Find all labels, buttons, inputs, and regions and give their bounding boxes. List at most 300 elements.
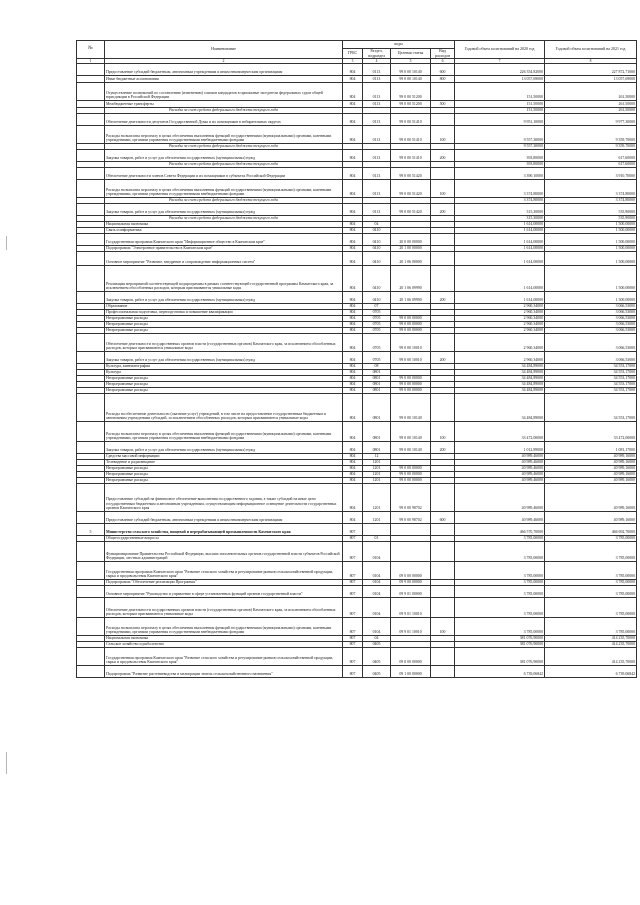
section-code: 0801 — [363, 442, 391, 454]
amount-2020: 34 484,89000 — [455, 376, 545, 382]
grbs-code: 804 — [343, 352, 363, 364]
header-tselevaya: Целевая статья — [391, 49, 431, 59]
grbs-code: 807 — [343, 562, 363, 580]
expense-type-code: 100 — [431, 422, 455, 442]
amount-2020: 34 484,89000 — [455, 370, 545, 376]
item-name: Основное мероприятие "Развитие, внедрение и сопровождение информационных систем" — [105, 252, 343, 266]
amount-2021: 261,50000 — [545, 83, 637, 101]
section-code: 0113 — [363, 150, 391, 162]
amount-2021: 9 359,70000 — [545, 126, 637, 144]
table-row — [77, 524, 637, 536]
row-number — [77, 484, 105, 512]
item-name: Иные бюджетные ассигнования — [105, 76, 343, 83]
amount-2020: 3 785,00000 — [455, 586, 545, 598]
amount-2020: 151,50000 — [455, 83, 545, 101]
section-code: 0705 — [363, 316, 391, 322]
table-row — [77, 252, 637, 266]
table-row — [77, 394, 637, 422]
amount-2020: 1 614,00000 — [455, 222, 545, 228]
grbs-code: 804 — [343, 310, 363, 316]
section-code: 0113 — [363, 180, 391, 198]
amount-2021: 3 066,53000 — [545, 310, 637, 316]
row-number — [77, 64, 105, 76]
grbs-code: 804 — [343, 376, 363, 382]
amount-2020: 13 057,69000 — [455, 76, 545, 83]
row-number — [77, 150, 105, 162]
section-code: 0113 — [363, 168, 391, 180]
amount-2021: 3 066,53000 — [545, 322, 637, 328]
amount-2020: 393,80000 — [455, 162, 545, 168]
grbs-code: 804 — [343, 478, 363, 484]
column-index: 2 — [105, 59, 343, 64]
target-article-code: 09 9 01 10010 — [391, 598, 431, 618]
amount-2021: 6 739,06842 — [545, 666, 637, 678]
item-name: Непрограммные расходы — [105, 472, 343, 478]
grbs-code: 804 — [343, 204, 363, 216]
section-code: 0104 — [363, 542, 391, 562]
section-code: 0801 — [363, 376, 391, 382]
target-article-code: 99 0 00 98702 — [391, 512, 431, 524]
amount-2021: 3 066,53000 — [545, 316, 637, 322]
amount-2021: 3 066,53000 — [545, 334, 637, 352]
item-name: Закупка товаров, работ и услуг для обеспечения государственных (муниципальных) нужд — [105, 292, 343, 304]
amount-2021: 9 977,30000 — [545, 114, 637, 126]
table-row — [77, 618, 637, 636]
amount-2020: 3 785,00000 — [455, 562, 545, 580]
table-row — [77, 101, 637, 108]
grbs-code: 807 — [343, 666, 363, 678]
item-name: Расходы на выплаты персоналу в целях обеспечения выполнения функций государственными (муниципальными) органами, казенными учреждениями, органами управления государственными внебюджетными фондами — [105, 618, 343, 636]
target-article-code: 20 1 06 09990 — [391, 266, 431, 292]
amount-2020: 40 989,46000 — [455, 466, 545, 472]
item-name: Закупка товаров, работ и услуг для обеспечения государственных (муниципальных) нужд — [105, 150, 343, 162]
grbs-code: 804 — [343, 422, 363, 442]
target-article-code: 99 0 00 00000 — [391, 382, 431, 388]
item-name: Непрограммные расходы — [105, 376, 343, 382]
section-code: 0801 — [363, 388, 391, 394]
amount-2021: 466 692,70000 — [545, 524, 637, 536]
target-article-code: 99 0 00 00000 — [391, 472, 431, 478]
item-name: Телевидение и радиовещание — [105, 460, 343, 466]
table-row — [77, 168, 637, 180]
table-row — [77, 204, 637, 216]
amount-2020: 2 960,34000 — [455, 328, 545, 334]
section-code: 0410 — [363, 252, 391, 266]
amount-2021: 261,50000 — [545, 101, 637, 108]
section-code: 01 — [363, 536, 391, 542]
expense-type-code — [431, 334, 455, 352]
expense-type-code: 600 — [431, 64, 455, 76]
item-name: Непрограммные расходы — [105, 322, 343, 328]
grbs-code: 804 — [343, 64, 363, 76]
grbs-code: 807 — [343, 648, 363, 666]
expense-type-code — [431, 234, 455, 246]
amount-2021: 1 500,00000 — [545, 252, 637, 266]
item-name: Обеспечение деятельности государственных органов власти (государственных органов) Камчатского края, за исключением обособленных расходов, которым присваиваются уникальные коды — [105, 334, 343, 352]
section-code: 04 — [363, 222, 391, 228]
section-code: 0113 — [363, 114, 391, 126]
amount-2020: 226 354,82000 — [455, 64, 545, 76]
target-article-code: 99 0 00 51420 — [391, 204, 431, 216]
row-number — [77, 204, 105, 216]
section-code: 1201 — [363, 512, 391, 524]
item-name: Обеспечение деятельности депутатов Государственной Думы и их помощников в избирательных округах — [105, 114, 343, 126]
row-number — [77, 126, 105, 144]
grbs-code: 804 — [343, 328, 363, 334]
item-name: Культура — [105, 370, 343, 376]
item-name: Подпрограмма "Обеспечение реализации Программы" — [105, 580, 343, 586]
expense-type-code — [431, 484, 455, 512]
grbs-code: 804 — [343, 101, 363, 108]
grbs-code: 804 — [343, 316, 363, 322]
section-code: 0113 — [363, 64, 391, 76]
item-name: Предоставление субсидий на финансовое обеспечение выполнения государственного задания, а также субсидий на иные цели государственным бюджетным и автономным учреждениям, осуществляющим информационное освещение деятельности государственных органов Камчатского края — [105, 484, 343, 512]
grbs-code: 804 — [343, 228, 363, 234]
item-name: Предоставление субсидий бюджетным, автономным учреждениям и иным некоммерческим организациям — [105, 64, 343, 76]
amount-2021: 414 235,70000 — [545, 648, 637, 666]
expense-type-code: 600 — [431, 512, 455, 524]
grbs-code: 804 — [343, 394, 363, 422]
amount-2021: 1 500,00000 — [545, 228, 637, 234]
item-name: Культура, кинематография — [105, 364, 343, 370]
table-row — [77, 150, 637, 162]
row-number — [77, 394, 105, 422]
budget-table-body — [77, 41, 637, 678]
grbs-code: 804 — [343, 460, 363, 466]
expense-type-code: 200 — [431, 292, 455, 304]
amount-2021: 3 066,53000 — [545, 328, 637, 334]
table-row — [77, 422, 637, 442]
section-code — [363, 524, 391, 536]
budget-table — [76, 40, 637, 678]
amount-2021: 3 785,00000 — [545, 542, 637, 562]
target-article-code: 09 0 00 00000 — [391, 562, 431, 580]
amount-2021: 227 872,71000 — [545, 64, 637, 76]
grbs-code: 807 — [343, 642, 363, 648]
amount-2020: 1 012,89000 — [455, 442, 545, 454]
amount-2021: 13 057,69000 — [545, 76, 637, 83]
row-number — [77, 618, 105, 636]
amount-2020: 2 960,34000 — [455, 304, 545, 310]
table-row — [77, 126, 637, 144]
amount-2021: 34 553,17000 — [545, 370, 637, 376]
section-code: 0113 — [363, 126, 391, 144]
item-name: Образование — [105, 304, 343, 310]
column-index: 7 — [455, 59, 545, 64]
amount-2021: 40 989,16000 — [545, 466, 637, 472]
amount-2020: 1 614,00000 — [455, 234, 545, 246]
item-name: Национальная экономика — [105, 222, 343, 228]
item-name: Профессиональная подготовка, переподготовка и повышение квалификации — [105, 310, 343, 316]
target-article-code: 99 0 00 00000 — [391, 376, 431, 382]
expense-type-code: 100 — [431, 180, 455, 198]
amount-2020: 3 390,10000 — [455, 168, 545, 180]
item-name: Обеспечение деятельности государственных органов власти (государственных органов) Камчатского края, за исключением обособленных расходов, которым присваиваются уникальные коды — [105, 598, 343, 618]
amount-2021: 1 500,00000 — [545, 266, 637, 292]
amount-2021: 535,90000 — [545, 216, 637, 222]
amount-2021: 3 785,00000 — [545, 580, 637, 586]
amount-2020: 9 557,30000 — [455, 126, 545, 144]
amount-2020: 2 960,34000 — [455, 352, 545, 364]
section-code: 0705 — [363, 322, 391, 328]
amount-2020: 1 614,00000 — [455, 246, 545, 252]
grbs-code: 804 — [343, 150, 363, 162]
expense-type-code — [431, 394, 455, 422]
row-number — [77, 666, 105, 678]
expense-type-code — [431, 114, 455, 126]
expense-type-code — [431, 168, 455, 180]
grbs-code: 804 — [343, 364, 363, 370]
amount-2021: 40 989,16000 — [545, 512, 637, 524]
table-row — [77, 542, 637, 562]
row-number — [77, 252, 105, 266]
amount-2020: 3 374,80000 — [455, 180, 545, 198]
item-name: Расходы за счет средств федерального бюджета текущего года — [105, 198, 343, 204]
amount-2020: 40 989,46000 — [455, 454, 545, 460]
table-row — [77, 598, 637, 618]
item-name: Подпрограмма "Развитие растениеводства и мелиорации земель сельскохозяйственного назначения" — [105, 666, 343, 678]
section-code: 0801 — [363, 370, 391, 376]
item-name: Закупка товаров, работ и услуг для обеспечения государственных (муниципальных) нужд — [105, 204, 343, 216]
table-row — [77, 180, 637, 198]
target-article-code: 99 0 00 51200 — [391, 101, 431, 108]
grbs-code: 807 — [343, 586, 363, 598]
item-name: Непрограммные расходы — [105, 316, 343, 322]
amount-2020: 40 989,46000 — [455, 472, 545, 478]
expense-type-code: 200 — [431, 352, 455, 364]
row-number — [77, 512, 105, 524]
target-article-code: 09 1 00 00000 — [391, 666, 431, 678]
table-row — [77, 234, 637, 246]
amount-2020: 9 951,10000 — [455, 114, 545, 126]
grbs-code: 804 — [343, 266, 363, 292]
grbs-code: 804 — [343, 370, 363, 376]
table-row — [77, 586, 637, 598]
target-article-code: 20 1 06 00000 — [391, 252, 431, 266]
amount-2021: 3 785,00000 — [545, 598, 637, 618]
table-row — [77, 666, 637, 678]
section-code: 07 — [363, 304, 391, 310]
grbs-code: 804 — [343, 246, 363, 252]
amount-2020: 2 960,34000 — [455, 322, 545, 328]
amount-2020: 393,80000 — [455, 150, 545, 162]
amount-2020: 3 785,00000 — [455, 580, 545, 586]
target-article-code: 20 1 00 00000 — [391, 246, 431, 252]
section-code: 0705 — [363, 334, 391, 352]
grbs-code: 804 — [343, 304, 363, 310]
column-index: 8 — [545, 59, 637, 64]
scan-margin-marks — [2, 0, 12, 905]
amount-2020: 381 076,90000 — [455, 636, 545, 642]
target-article-code: 99 0 00 51410 — [391, 114, 431, 126]
expense-type-code — [431, 586, 455, 598]
amount-2021: 3 066,53000 — [545, 304, 637, 310]
grbs-code: 804 — [343, 454, 363, 460]
grbs-code: 804 — [343, 126, 363, 144]
amount-2020: 3 785,00000 — [455, 536, 545, 542]
amount-2020: 34 484,89000 — [455, 388, 545, 394]
expense-type-code: 200 — [431, 442, 455, 454]
target-article-code: 99 0 00 10140 — [391, 76, 431, 83]
row-number — [77, 76, 105, 83]
item-name: Расходы за счет средств федерального бюджета текущего года — [105, 162, 343, 168]
amount-2021: 3 785,00000 — [545, 618, 637, 636]
amount-2021: 1 081,17000 — [545, 442, 637, 454]
amount-2020: 2 960,34000 — [455, 334, 545, 352]
expense-type-code — [431, 598, 455, 618]
item-name: Обеспечение деятельности членов Совета Федерации и их помощников в субъектах Российской Федерации — [105, 168, 343, 180]
grbs-code: 804 — [343, 472, 363, 478]
grbs-code: 804 — [343, 114, 363, 126]
grbs-code: 807 — [343, 618, 363, 636]
section-code: 1201 — [363, 460, 391, 466]
amount-2020: 34 484,89000 — [455, 394, 545, 422]
section-code: 0410 — [363, 228, 391, 234]
expense-type-code: 200 — [431, 150, 455, 162]
target-article-code: 99 0 00 00000 — [391, 322, 431, 328]
item-name: Расходы за счет средств федерального бюджета текущего года — [105, 216, 343, 222]
target-article-code: 20 1 06 09990 — [391, 292, 431, 304]
target-article-code — [391, 542, 431, 562]
section-code: 0410 — [363, 234, 391, 246]
target-article-code: 99 0 00 10140 — [391, 442, 431, 454]
section-code: 0104 — [363, 598, 391, 618]
amount-2021: 34 553,17000 — [545, 394, 637, 422]
row-number — [77, 180, 105, 198]
table-row — [77, 352, 637, 364]
amount-2020: 3 374,80000 — [455, 198, 545, 204]
amount-2020: 34 484,89000 — [455, 364, 545, 370]
item-name: Осуществление полномочий по составлению (изменению) списков кандидатов в присяжные заседатели федеральных судов общей юрисдикции в Российской Федерации — [105, 83, 343, 101]
amount-2021: 9 359,70000 — [545, 144, 637, 150]
section-code: 0801 — [363, 422, 391, 442]
item-name: Связь и информатика — [105, 228, 343, 234]
amount-2020: 1 614,00000 — [455, 228, 545, 234]
amount-2021: 34 553,17000 — [545, 376, 637, 382]
item-name: Реализация мероприятий соответствующей подпрограммы в рамках соответствующей государственной программы Камчатского края, за исключением обособленных расходов, которым присваиваются уникальные коды — [105, 266, 343, 292]
item-name: Расходы на обеспечение деятельности (оказание услуг) учреждений, в том числе на предоставление государственным бюджетным и автономным учреждениям субсидий, за исключением обособленных расходов, которым присваиваются уникальные коды — [105, 394, 343, 422]
grbs-code: 807 — [343, 636, 363, 642]
expense-type-code — [431, 562, 455, 580]
table-row — [77, 512, 637, 524]
row-number — [77, 562, 105, 580]
section-code: 0405 — [363, 642, 391, 648]
item-name: Расходы за счет средств федерального бюджета текущего года — [105, 144, 343, 150]
amount-2021: 40 989,16000 — [545, 484, 637, 512]
amount-2020: 466 570,70000 — [455, 524, 545, 536]
section-code: 0104 — [363, 562, 391, 580]
amount-2020: 315,30000 — [455, 204, 545, 216]
scan-mark — [6, 236, 7, 250]
grbs-code: 804 — [343, 234, 363, 246]
target-article-code: 99 0 00 51410 — [391, 150, 431, 162]
section-code: 0410 — [363, 292, 391, 304]
grbs-code: 804 — [343, 334, 363, 352]
section-code: 0801 — [363, 394, 391, 422]
column-index: 4 — [363, 59, 391, 64]
expense-type-code — [431, 266, 455, 292]
amount-2021: 40 989,16000 — [545, 460, 637, 466]
header-sum-2020: Годовой объем ассигнований на 2020 год — [455, 41, 545, 59]
amount-2020: 40 989,46000 — [455, 478, 545, 484]
table-row — [77, 76, 637, 83]
section-code: 0104 — [363, 580, 391, 586]
section-code: 1201 — [363, 484, 391, 512]
section-code: 0104 — [363, 586, 391, 598]
amount-2020: 151,50000 — [455, 108, 545, 114]
item-name: Непрограммные расходы — [105, 382, 343, 388]
table-row — [77, 334, 637, 352]
item-name: Национальная экономика — [105, 636, 343, 642]
header-codes: коды — [343, 41, 455, 49]
target-article-code: 99 0 00 98702 — [391, 484, 431, 512]
header-name: Наименование — [105, 41, 343, 59]
row-number — [77, 168, 105, 180]
section-code: 0410 — [363, 246, 391, 252]
target-article-code: 99 0 00 51420 — [391, 180, 431, 198]
grbs-code: 804 — [343, 222, 363, 228]
row-number — [77, 101, 105, 108]
amount-2020: 40 989,46000 — [455, 512, 545, 524]
column-index: 3 — [343, 59, 363, 64]
section-code: 0113 — [363, 204, 391, 216]
grbs-code: 807 — [343, 536, 363, 542]
amount-2020: 2 960,34000 — [455, 316, 545, 322]
section-code: 1201 — [363, 472, 391, 478]
target-article-code: 99 0 00 10010 — [391, 334, 431, 352]
amount-2021: 3 785,00000 — [545, 536, 637, 542]
target-article-code: 99 0 00 00000 — [391, 478, 431, 484]
amount-2020: 3 785,00000 — [455, 542, 545, 562]
amount-2020: 3 785,00000 — [455, 598, 545, 618]
item-name: Расходы на выплаты персоналу в целях обеспечения выполнения функций государственными (муниципальными) органами, казенными учреждениями, органами управления государственными внебюджетными фондами — [105, 422, 343, 442]
row-number — [77, 542, 105, 562]
amount-2021: 261,50000 — [545, 108, 637, 114]
section-code: 0113 — [363, 76, 391, 83]
item-name: Непрограммные расходы — [105, 388, 343, 394]
section-code: 1201 — [363, 478, 391, 484]
item-name: Межбюджетные трансферты — [105, 101, 343, 108]
amount-2021: 1 500,00000 — [545, 292, 637, 304]
item-name: Общегосударственные вопросы — [105, 536, 343, 542]
amount-2021: 34 553,17000 — [545, 382, 637, 388]
row-number: 5 — [77, 524, 105, 536]
amount-2020: 40 989,46000 — [455, 460, 545, 466]
grbs-code: 804 — [343, 512, 363, 524]
amount-2021: 3 374,80000 — [545, 180, 637, 198]
grbs-code: 807 — [343, 542, 363, 562]
amount-2021: 34 553,17000 — [545, 388, 637, 394]
grbs-code: 804 — [343, 484, 363, 512]
section-code: 0113 — [363, 83, 391, 101]
item-name: Расходы за счет средств федерального бюджета текущего года — [105, 108, 343, 114]
expense-type-code: 100 — [431, 618, 455, 636]
header-razdel: Раздел, подраздел — [363, 49, 391, 59]
row-number — [77, 334, 105, 352]
target-article-code: 99 0 00 00000 — [391, 316, 431, 322]
table-row — [77, 64, 637, 76]
amount-2021: 617,60000 — [545, 162, 637, 168]
expense-type-code: 500 — [431, 101, 455, 108]
row-number — [77, 292, 105, 304]
target-article-code: 99 0 00 10140 — [391, 394, 431, 422]
grbs-code: 804 — [343, 252, 363, 266]
amount-2021: 1 500,00000 — [545, 234, 637, 246]
section-code: 12 — [363, 454, 391, 460]
target-article-code: 99 0 00 00000 — [391, 466, 431, 472]
table-row — [77, 114, 637, 126]
section-code: 0705 — [363, 310, 391, 316]
